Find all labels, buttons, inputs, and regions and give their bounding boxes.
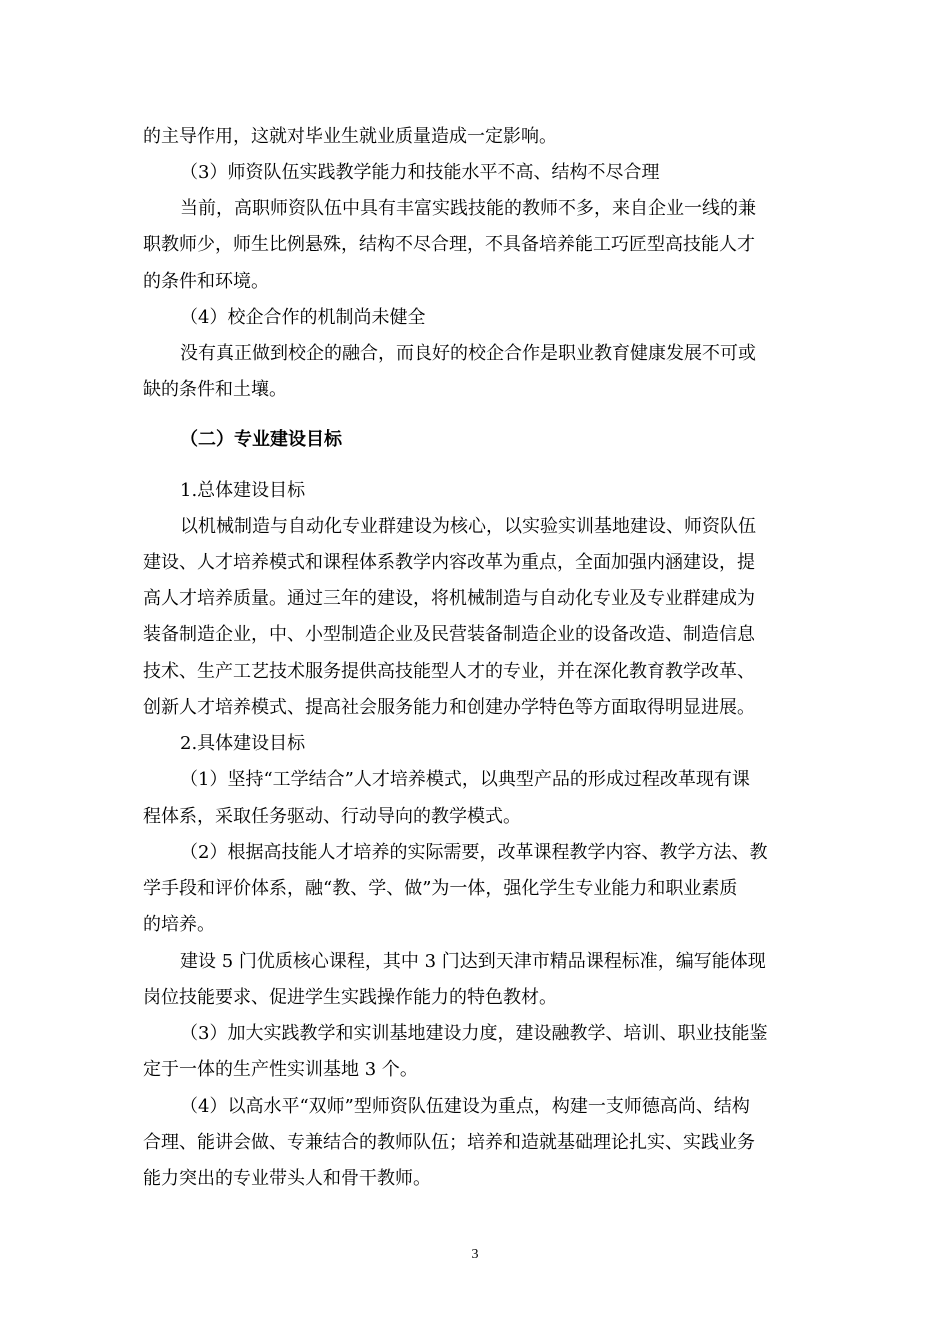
text-line: 定于一体的生产性实训基地 3 个。	[143, 1059, 418, 1080]
text-line: 当前，高职师资队伍中具有丰富实践技能的教师不多，来自企业一线的兼	[180, 198, 756, 219]
text-line: （4）校企合作的机制尚未健全	[180, 307, 426, 328]
subsection-heading: 2.具体建设目标	[180, 733, 306, 754]
text-line: 以机械制造与自动化专业群建设为核心，以实验实训基地建设、师资队伍	[180, 516, 756, 537]
text-line: 职教师少，师生比例悬殊，结构不尽合理，不具备培养能工巧匠型高技能人才	[143, 234, 755, 255]
text-line: （2）根据高技能人才培养的实际需要，改革课程教学内容、教学方法、教	[180, 842, 768, 863]
text-line: 技术、生产工艺技术服务提供高技能型人才的专业，并在深化教育教学改革、	[143, 661, 755, 682]
text-line: 装备制造企业，中、小型制造企业及民营装备制造企业的设备改造、制造信息	[143, 624, 755, 645]
text-line: 的条件和环境。	[143, 271, 269, 292]
section-heading: （二）专业建设目标	[180, 429, 342, 450]
page-number: 3	[471, 1247, 479, 1262]
text-line: （3）加大实践教学和实训基地建设力度，建设融教学、培训、职业技能鉴	[180, 1023, 768, 1044]
text-line: （3）师资队伍实践教学能力和技能水平不高、结构不尽合理	[180, 162, 660, 183]
text-line: 没有真正做到校企的融合，而良好的校企合作是职业教育健康发展不可或	[180, 343, 756, 364]
text-line: 建设 5 门优质核心课程，其中 3 门达到天津市精品课程标准，编写能体现	[180, 951, 766, 972]
text-line: 学手段和评价体系，融“教、学、做”为一体，强化学生专业能力和职业素质	[143, 878, 738, 899]
text-line: 缺的条件和土壤。	[143, 379, 287, 400]
text-line: 合理、能讲会做、专兼结合的教师队伍；培养和造就基础理论扎实、实践业务	[143, 1132, 755, 1153]
text-line: 建设、人才培养模式和课程体系教学内容改革为重点，全面加强内涵建设，提	[143, 552, 755, 573]
text-line: （1）坚持“工学结合”人才培养模式，以典型产品的形成过程改革现有课	[180, 769, 750, 790]
text-line: 高人才培养质量。通过三年的建设，将机械制造与自动化专业及专业群建成为	[143, 588, 755, 609]
text-line: 岗位技能要求、促进学生实践操作能力的特色教材。	[143, 987, 557, 1008]
text-line: 程体系，采取任务驱动、行动导向的教学模式。	[143, 806, 521, 827]
text-line: 的培养。	[143, 914, 215, 935]
text-line: 能力突出的专业带头人和骨干教师。	[143, 1168, 431, 1189]
text-line: 创新人才培养模式、提高社会服务能力和创建办学特色等方面取得明显进展。	[143, 697, 755, 718]
text-line: 的主导作用，这就对毕业生就业质量造成一定影响。	[143, 126, 557, 147]
text-line: （4）以高水平“双师”型师资队伍建设为重点，构建一支师德高尚、结构	[180, 1096, 750, 1117]
subsection-heading: 1.总体建设目标	[180, 480, 306, 501]
